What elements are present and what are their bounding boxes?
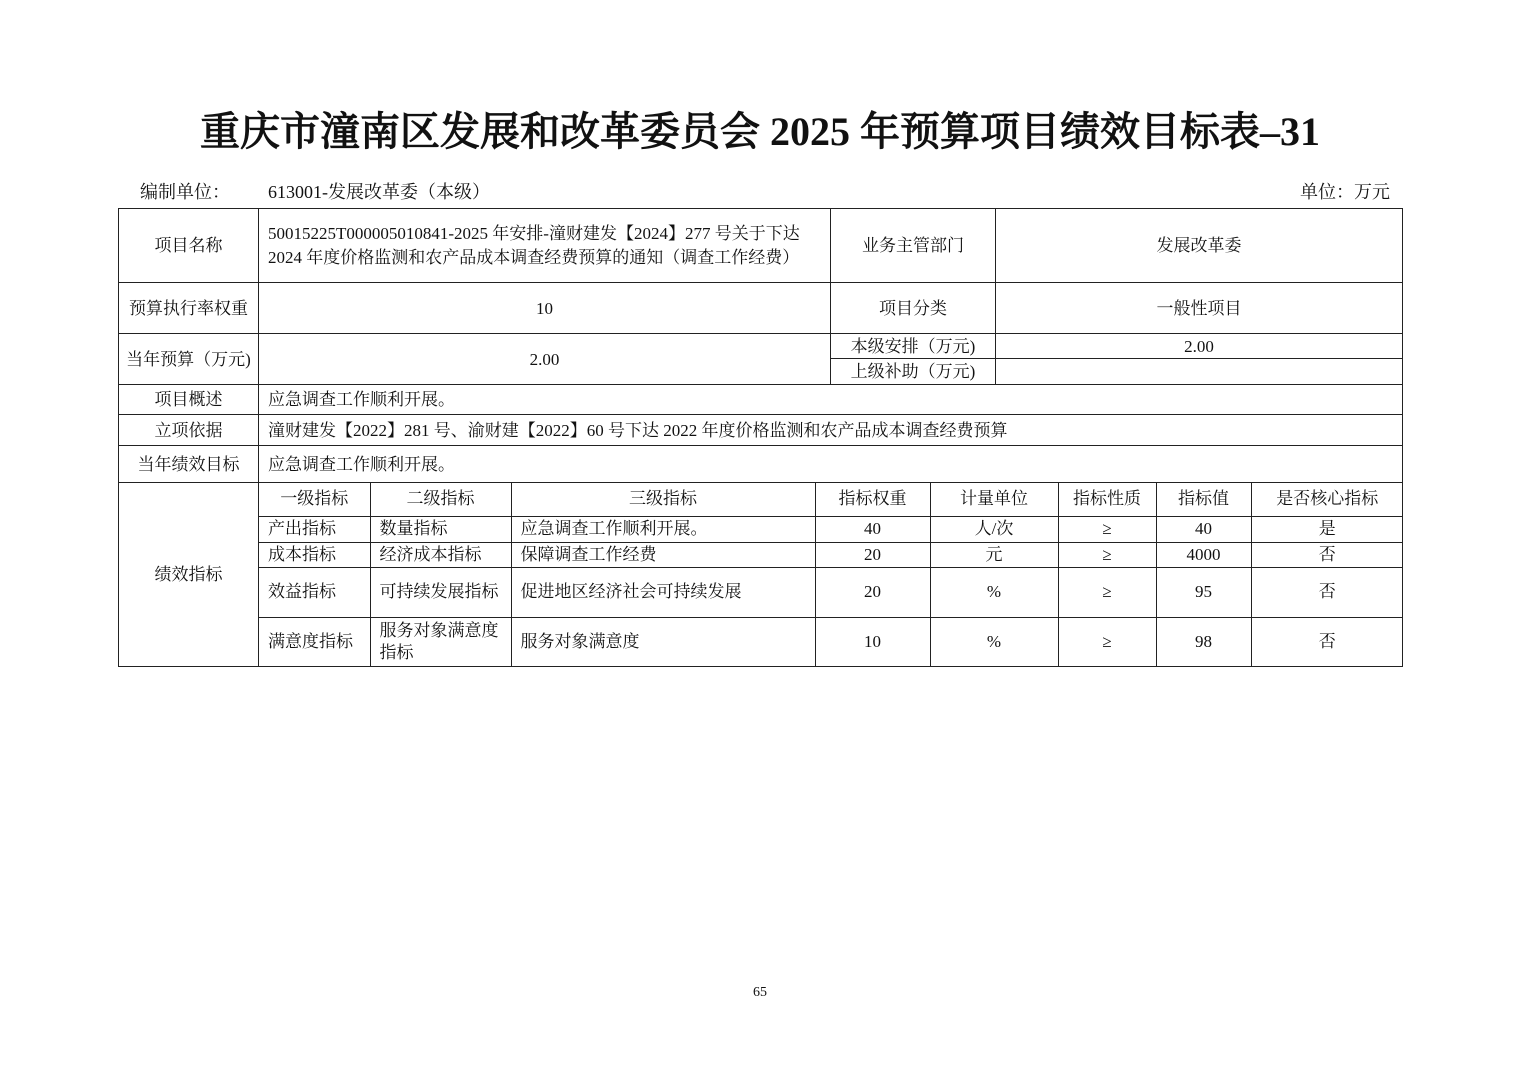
upper-label: 上级补助（万元) <box>831 359 996 385</box>
cell-level1: 满意度指标 <box>259 617 370 666</box>
table-row <box>119 209 1403 283</box>
cell-core: 否 <box>1251 617 1403 666</box>
cell-value: 40 <box>1156 516 1251 542</box>
cell-unit: 元 <box>930 542 1058 567</box>
header-core: 是否核心指标 <box>1251 483 1403 516</box>
cell-level3: 应急调查工作顺利开展。 <box>511 516 815 542</box>
cell-unit: % <box>930 617 1058 666</box>
cell-value: 98 <box>1156 617 1251 666</box>
page-title: 重庆市潼南区发展和改革委员会 2025 年预算项目绩效目标表–31 <box>200 109 1320 154</box>
cell-level2: 经济成本指标 <box>370 542 511 567</box>
upper-value <box>996 359 1403 385</box>
indicator-row <box>259 617 1403 666</box>
cell-value: 95 <box>1156 567 1251 617</box>
indicators-label: 绩效指标 <box>119 483 259 667</box>
exec-weight-label: 预算执行率权重 <box>119 283 259 334</box>
cell-nature: ≥ <box>1058 567 1156 617</box>
cell-unit: % <box>930 567 1058 617</box>
budget-label: 当年预算（万元) <box>119 334 259 385</box>
header-value: 指标值 <box>1156 483 1251 516</box>
indicator-row <box>259 542 1403 567</box>
summary-label: 项目概述 <box>119 385 259 415</box>
unit-value: 613001-发展改革委（本级） <box>268 182 490 202</box>
basis-label: 立项依据 <box>119 415 259 446</box>
cell-weight: 40 <box>815 516 930 542</box>
unit-label: 编制单位： <box>140 182 230 202</box>
page-number: 65 <box>753 985 767 1000</box>
indicator-header-row <box>259 483 1403 516</box>
cell-level3: 促进地区经济社会可持续发展 <box>511 567 815 617</box>
cell-level1: 成本指标 <box>259 542 370 567</box>
table-row <box>119 446 1403 483</box>
cell-core: 否 <box>1251 542 1403 567</box>
header-weight: 指标权重 <box>815 483 930 516</box>
cell-level1: 效益指标 <box>259 567 370 617</box>
project-name-label: 项目名称 <box>119 209 259 283</box>
cell-level2: 服务对象满意度指标 <box>370 617 511 666</box>
cell-weight: 20 <box>815 567 930 617</box>
dept-value: 发展改革委 <box>996 209 1403 283</box>
table-row <box>119 415 1403 446</box>
local-label: 本级安排（万元) <box>831 334 996 359</box>
header-level3: 三级指标 <box>511 483 815 516</box>
cell-core: 是 <box>1251 516 1403 542</box>
cell-weight: 10 <box>815 617 930 666</box>
cell-weight: 20 <box>815 542 930 567</box>
basis-value: 潼财建发【2022】281 号、渝财建【2022】60 号下达 2022 年度价格监测和农产品成本调查经费预算 <box>259 415 1403 446</box>
cell-unit: 人/次 <box>930 516 1058 542</box>
header-unit: 计量单位 <box>930 483 1058 516</box>
cell-level2: 可持续发展指标 <box>370 567 511 617</box>
cell-core: 否 <box>1251 567 1403 617</box>
cell-value: 4000 <box>1156 542 1251 567</box>
header-level1: 一级指标 <box>259 483 370 516</box>
dept-label: 业务主管部门 <box>831 209 996 283</box>
summary-value: 应急调查工作顺利开展。 <box>259 385 1403 415</box>
category-value: 一般性项目 <box>996 283 1403 334</box>
cell-level1: 产出指标 <box>259 516 370 542</box>
indicators-cell <box>259 483 1403 667</box>
budget-value: 2.00 <box>259 334 831 385</box>
project-name-value: 50015225T000005010841-2025 年安排-潼财建发【2024】277 号关于下达 2024 年度价格监测和农产品成本调查经费预算的通知（调查工作经费） <box>259 209 831 283</box>
goal-label: 当年绩效目标 <box>119 446 259 483</box>
exec-weight-value: 10 <box>259 283 831 334</box>
cell-level2: 数量指标 <box>370 516 511 542</box>
category-label: 项目分类 <box>831 283 996 334</box>
cell-nature: ≥ <box>1058 516 1156 542</box>
table-row <box>119 385 1403 415</box>
cell-nature: ≥ <box>1058 542 1156 567</box>
header-nature: 指标性质 <box>1058 483 1156 516</box>
cell-level3: 服务对象满意度 <box>511 617 815 666</box>
indicator-row <box>259 516 1403 542</box>
table-row <box>119 283 1403 334</box>
local-value: 2.00 <box>996 334 1403 359</box>
currency-unit: 单位：万元 <box>1300 182 1390 202</box>
table-row <box>119 334 1403 359</box>
indicators-table <box>259 483 1403 666</box>
indicator-row <box>259 567 1403 617</box>
performance-table <box>118 208 1403 667</box>
goal-value: 应急调查工作顺利开展。 <box>259 446 1403 483</box>
cell-nature: ≥ <box>1058 617 1156 666</box>
header-level2: 二级指标 <box>370 483 511 516</box>
cell-level3: 保障调查工作经费 <box>511 542 815 567</box>
table-row <box>119 483 1403 667</box>
